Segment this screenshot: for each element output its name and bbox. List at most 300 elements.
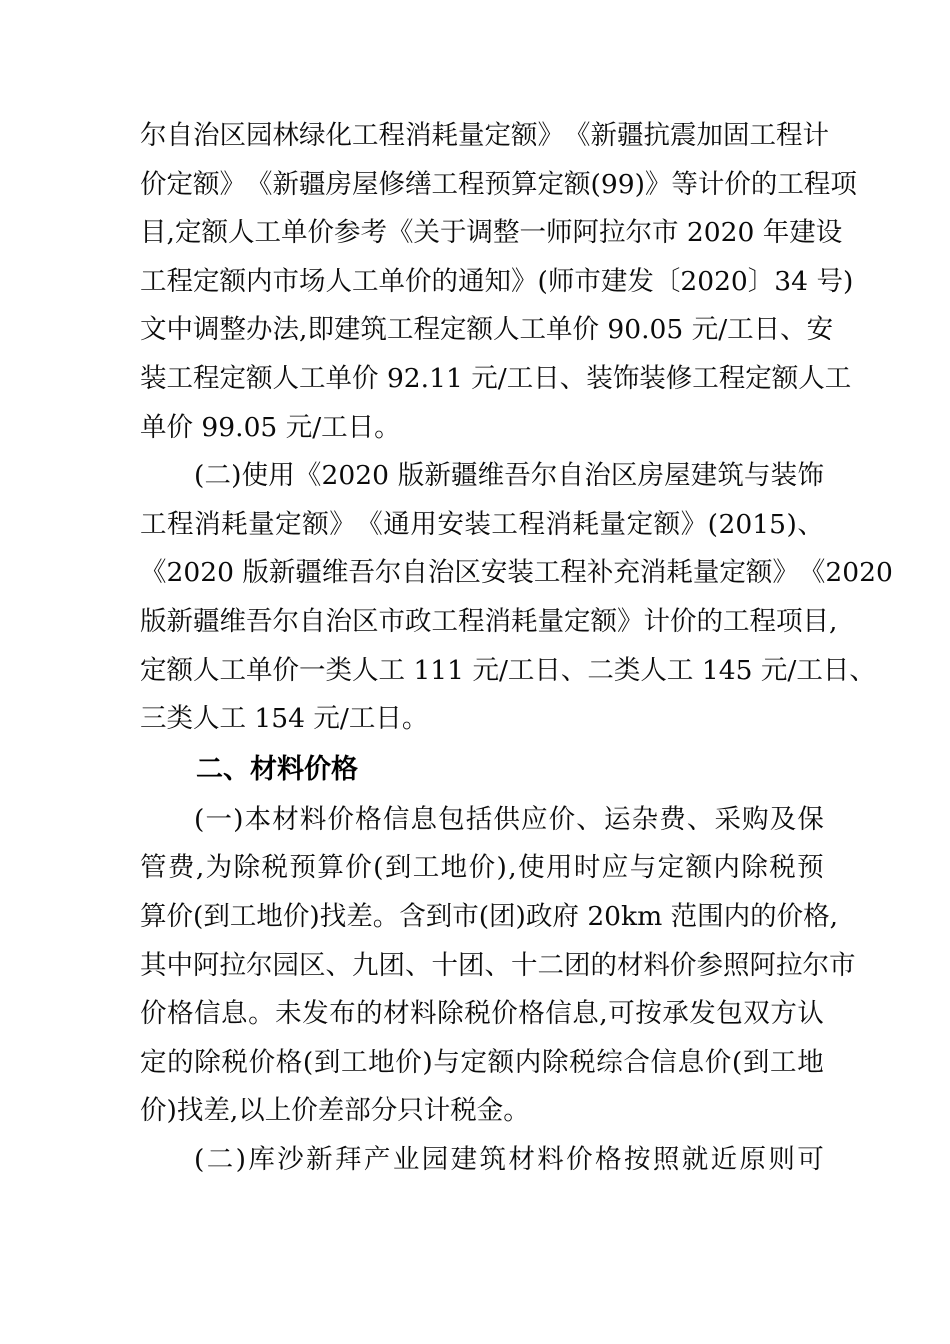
- text-segment: 安: [480, 557, 508, 589]
- text-segment: ): [515, 900, 526, 932]
- text-segment: 为: [205, 852, 233, 884]
- text-segment: 的: [750, 168, 778, 200]
- text-segment: 维: [477, 460, 505, 492]
- text-line: [140, 796, 824, 845]
- text-segment: 园: [246, 120, 273, 152]
- text-segment: 格: [518, 998, 545, 1030]
- text-segment: 包: [438, 803, 465, 835]
- text-segment: 新: [590, 120, 617, 152]
- text-segment: 饰: [612, 363, 640, 395]
- text-segment: 方: [770, 998, 797, 1030]
- text-segment: 拉: [598, 217, 626, 249]
- text-segment: ,: [166, 217, 175, 249]
- text-segment: 尔: [530, 460, 558, 492]
- text-segment: [752, 658, 760, 685]
- text-segment: 程: [518, 508, 545, 540]
- text-segment: 地: [440, 852, 468, 884]
- text-segment: 沙: [277, 1143, 304, 1175]
- text-segment: 单: [545, 314, 573, 346]
- text-segment: [379, 366, 387, 393]
- text-segment: 吾: [348, 557, 375, 589]
- text-line: [140, 161, 857, 210]
- text-segment: 计: [643, 605, 670, 637]
- text-segment: 固: [723, 120, 750, 152]
- text-segment: 补: [586, 557, 614, 589]
- text-segment: 尔: [802, 949, 829, 981]
- text-segment: 化: [325, 120, 352, 152]
- text-segment: 自: [557, 460, 585, 492]
- text-segment: 定: [166, 168, 193, 200]
- text-segment: 新: [268, 557, 296, 589]
- text-segment: 料: [410, 998, 437, 1030]
- text-segment: 费: [659, 803, 686, 835]
- text-segment: 内: [713, 852, 740, 884]
- text-segment: 耗: [666, 557, 693, 589]
- text-segment: 工: [378, 654, 405, 686]
- text-segment: 息: [677, 1046, 705, 1078]
- text-segment: 格: [355, 803, 382, 835]
- text-segment: 人: [325, 265, 352, 297]
- text-segment: 加: [696, 120, 723, 152]
- text-segment: (: [302, 1046, 314, 1078]
- text-segment: 二: [587, 654, 614, 686]
- text-segment: 额: [685, 852, 712, 884]
- text-segment: 应: [521, 803, 548, 835]
- text-segment: 未: [275, 998, 302, 1030]
- text-segment: [389, 463, 397, 490]
- text-segment: 文: [140, 314, 167, 346]
- text-segment: ): [235, 1143, 246, 1175]
- text-segment: 可: [797, 1143, 824, 1175]
- text-segment: 到: [742, 1046, 770, 1078]
- text-segment: (: [194, 460, 205, 492]
- text-segment: 发: [627, 265, 654, 297]
- text-segment: 《: [798, 557, 826, 589]
- text-segment: 工: [491, 508, 518, 540]
- text-segment: (: [194, 1143, 205, 1175]
- text-segment: 找: [319, 900, 347, 932]
- text-segment: ): [231, 460, 242, 492]
- text-segment: [754, 220, 762, 247]
- text-segment: 定: [657, 852, 685, 884]
- text-segment: 装: [586, 363, 613, 395]
- text-segment: 合: [623, 1046, 650, 1078]
- text-segment: 息: [410, 803, 437, 835]
- text-segment: 库: [248, 1143, 275, 1175]
- text-segment: 团: [489, 900, 516, 932]
- text-segment: 息: [572, 998, 599, 1030]
- text-segment: 、: [576, 803, 603, 835]
- text-segment: 调: [466, 217, 493, 249]
- text-segment: 工: [386, 314, 414, 346]
- text-segment: 维: [321, 557, 349, 589]
- text-segment: 价: [140, 998, 167, 1030]
- text-segment: 程: [718, 363, 746, 395]
- text-segment: 定: [537, 168, 564, 200]
- text-segment: 量: [458, 120, 485, 152]
- text-segment: 用: [545, 852, 573, 884]
- text-segment: 号: [816, 265, 843, 297]
- text-segment: 治: [427, 557, 455, 589]
- text-segment: 安: [437, 508, 464, 540]
- text-segment: 》: [644, 168, 672, 200]
- text-segment: 价: [345, 852, 372, 884]
- text-segment: 修: [378, 168, 405, 200]
- text-segment: 程: [458, 605, 485, 637]
- text-segment: 除: [741, 852, 768, 884]
- text-segment: 价: [566, 1143, 593, 1175]
- text-segment: 、: [559, 363, 587, 395]
- text-segment: 2020: [686, 217, 755, 249]
- text-line: [140, 209, 843, 258]
- text-segment: 除: [233, 852, 261, 884]
- text-segment: 预: [797, 852, 824, 884]
- text-segment: 20km: [587, 900, 663, 932]
- text-segment: 程: [560, 557, 587, 589]
- text-segment: 尔: [625, 217, 652, 249]
- text-segment: 业: [392, 1143, 420, 1175]
- text-line: [140, 990, 824, 1039]
- text-segment: 市: [378, 605, 405, 637]
- text-segment: 额: [771, 363, 799, 395]
- text-segment: 团: [378, 949, 405, 981]
- text-segment: 材: [272, 803, 299, 835]
- text-segment: ,: [829, 605, 838, 637]
- text-segment: 工: [166, 363, 193, 395]
- text-segment: 程: [749, 605, 776, 637]
- text-segment: 价: [140, 168, 167, 200]
- text-segment: 价: [468, 852, 496, 884]
- text-segment: 与: [744, 460, 771, 492]
- text-segment: 阿: [572, 217, 599, 249]
- text-segment: 原: [739, 1143, 766, 1175]
- text-segment: 》: [680, 508, 708, 540]
- text-segment: 新: [306, 1143, 333, 1175]
- text-segment: 工: [352, 120, 379, 152]
- text-line: [140, 844, 824, 893]
- text-segment: 尔: [246, 949, 273, 981]
- text-segment: 项: [830, 168, 857, 200]
- text-segment: 价: [405, 265, 432, 297]
- text-segment: 人: [798, 363, 825, 395]
- text-segment: 保: [797, 803, 824, 835]
- text-segment: 房: [637, 460, 664, 492]
- text-segment: 疆: [617, 120, 644, 152]
- text-segment: 税: [464, 998, 491, 1030]
- text-segment: 工: [723, 605, 750, 637]
- text-segment: 《: [246, 168, 273, 200]
- text-segment: 师: [547, 265, 575, 297]
- text-segment: 信: [382, 803, 410, 835]
- text-segment: 工: [824, 363, 852, 395]
- text-segment: 二: [206, 1143, 234, 1175]
- text-segment: 抗: [643, 120, 670, 152]
- text-segment: /: [718, 314, 728, 346]
- text-segment: 价: [327, 803, 355, 835]
- text-segment: 工: [519, 314, 546, 346]
- text-segment: 双: [743, 998, 770, 1030]
- text-segment: 区: [299, 949, 326, 981]
- text-segment: 工: [506, 363, 534, 395]
- text-segment: 格: [803, 900, 830, 932]
- text-segment: 145: [701, 654, 753, 686]
- text-segment: 算: [140, 900, 167, 932]
- text-segment: (: [373, 852, 384, 884]
- text-segment: 人: [640, 654, 667, 686]
- text-segment: 额: [590, 605, 617, 637]
- text-segment: 元: [471, 363, 498, 395]
- text-segment: 工: [431, 168, 458, 200]
- text-segment: 111: [413, 654, 465, 686]
- text-segment: [683, 317, 691, 344]
- text-segment: 额: [745, 557, 773, 589]
- text-segment: 筑: [717, 460, 744, 492]
- text-segment: 筑: [479, 1143, 506, 1175]
- text-segment: ): [496, 852, 507, 884]
- text-segment: 定: [460, 1046, 488, 1078]
- text-segment: 尔: [140, 120, 167, 152]
- text-segment: 量: [537, 605, 564, 637]
- text-segment: ): [233, 803, 244, 835]
- text-segment: 政: [405, 605, 432, 637]
- text-segment: 项: [776, 605, 803, 637]
- text-segment: 饰: [797, 460, 824, 492]
- text-segment: 价: [248, 1046, 276, 1078]
- text-segment: 师: [545, 217, 573, 249]
- text-segment: 工: [777, 168, 804, 200]
- text-segment: 消: [484, 605, 511, 637]
- text-segment: 程: [166, 265, 193, 297]
- text-segment: 安: [806, 314, 834, 346]
- text-segment: 、: [849, 654, 876, 686]
- text-segment: 《: [294, 460, 322, 492]
- text-segment: 耗: [511, 605, 538, 637]
- text-segment: ): [786, 508, 797, 540]
- text-segment: 绿: [299, 120, 326, 152]
- text-segment: 价: [352, 363, 379, 395]
- text-segment: /: [787, 654, 797, 686]
- text-segment: 量: [692, 557, 720, 589]
- text-segment: 工: [140, 508, 167, 540]
- text-segment: 价: [670, 949, 697, 981]
- text-segment: 屋: [664, 460, 691, 492]
- text-segment: 中: [166, 949, 193, 981]
- text-line: 价)找差,以上价差部分只计税金。: [140, 1095, 530, 1127]
- text-segment: 通: [458, 265, 485, 297]
- text-segment: 拉: [776, 949, 803, 981]
- text-segment: (: [590, 168, 601, 200]
- text-segment: 目: [802, 605, 829, 637]
- text-segment: 二: [204, 460, 231, 492]
- text-segment: 预: [484, 168, 511, 200]
- text-segment: 法: [272, 314, 299, 346]
- text-segment: 新: [424, 460, 451, 492]
- text-segment: 工: [431, 605, 458, 637]
- text-segment: 政: [525, 900, 553, 932]
- text-segment: 发: [302, 998, 329, 1030]
- text-segment: 到: [203, 900, 230, 932]
- text-segment: 年: [762, 217, 790, 249]
- text-segment: 92.11: [386, 363, 463, 395]
- text-segment: 价: [704, 1046, 732, 1078]
- text-segment: 消: [639, 557, 667, 589]
- text-segment: 计: [697, 168, 725, 200]
- text-segment: 工: [770, 1046, 797, 1078]
- text-segment: 90.05: [607, 314, 684, 346]
- text-segment: 额: [487, 1046, 515, 1078]
- section-heading: 二、材料价格: [196, 754, 358, 786]
- text-segment: 拜: [335, 1143, 362, 1175]
- text-segment: 程: [413, 314, 440, 346]
- text-segment: 工: [507, 654, 535, 686]
- text-segment: 于: [439, 217, 467, 249]
- text-segment: 类: [325, 654, 352, 686]
- text-segment: 充: [613, 557, 640, 589]
- text-segment: [464, 658, 472, 685]
- text-line: [140, 598, 838, 647]
- text-segment: 税: [769, 852, 796, 884]
- text-segment: 自: [401, 557, 428, 589]
- text-segment: 耗: [431, 120, 458, 152]
- text-segment: 额: [193, 168, 220, 200]
- text-segment: 建: [690, 460, 718, 492]
- text-segment: 工: [229, 900, 257, 932]
- text-segment: 与: [629, 852, 657, 884]
- text-segment: 新: [166, 605, 193, 637]
- text-segment: 程: [193, 363, 220, 395]
- text-segment: 建: [450, 1143, 478, 1175]
- text-segment: 定: [626, 508, 654, 540]
- text-segment: 区: [454, 557, 481, 589]
- document-text-body: [140, 112, 893, 1184]
- text-segment: ): [634, 168, 645, 200]
- text-segment: 认: [797, 998, 824, 1030]
- text-segment: 定: [219, 363, 246, 395]
- text-segment: 34: [774, 265, 809, 297]
- text-segment: 料: [299, 803, 327, 835]
- text-segment: 人: [227, 217, 255, 249]
- text-segment: 信: [194, 998, 221, 1030]
- text-segment: 的: [696, 605, 723, 637]
- text-segment: (: [707, 508, 718, 540]
- text-segment: 及: [769, 803, 797, 835]
- text-segment: 市: [574, 265, 601, 297]
- text-segment: 到: [425, 900, 453, 932]
- text-segment: 一: [299, 654, 326, 686]
- text-segment: 、: [325, 949, 352, 981]
- text-segment: 人: [352, 654, 379, 686]
- text-segment: 采: [714, 803, 741, 835]
- text-segment: 围: [697, 900, 724, 932]
- text-segment: 工: [140, 265, 167, 297]
- text-segment: 照: [723, 949, 750, 981]
- text-segment: 定: [275, 508, 302, 540]
- text-segment: 到: [313, 1046, 341, 1078]
- text-segment: 地: [256, 900, 283, 932]
- text-segment: /: [497, 363, 507, 395]
- text-segment: /: [498, 654, 508, 686]
- text-segment: ,: [195, 852, 205, 884]
- text-segment: 工: [340, 1046, 368, 1078]
- text-line: [140, 452, 824, 501]
- text-segment: 量: [599, 508, 627, 540]
- text-segment: 综: [596, 1046, 623, 1078]
- text-segment: 阿: [749, 949, 776, 981]
- text-segment: [405, 658, 413, 685]
- text-segment: 》: [511, 265, 538, 297]
- text-segment: 除: [541, 1046, 569, 1078]
- text-segment: 疆: [299, 168, 326, 200]
- text-segment: 《: [564, 120, 591, 152]
- text-segment: 发: [689, 998, 716, 1030]
- text-segment: 九: [352, 949, 379, 981]
- text-segment: 整: [492, 217, 520, 249]
- text-segment: 中: [166, 314, 193, 346]
- text-segment: 、: [560, 654, 588, 686]
- text-segment: 林: [272, 120, 299, 152]
- text-segment: 包: [716, 998, 743, 1030]
- text-segment: 〕: [747, 265, 775, 297]
- text-segment: 筑: [360, 314, 387, 346]
- text-segment: 内: [514, 1046, 542, 1078]
- text-segment: 价: [670, 605, 697, 637]
- text-segment: 定: [140, 654, 167, 686]
- text-segment: 格: [595, 1143, 622, 1175]
- text-segment: (: [731, 1046, 743, 1078]
- text-line: 三类人工 154 元/工日。: [140, 703, 429, 735]
- text-segment: 区: [610, 460, 638, 492]
- text-segment: 吾: [246, 605, 273, 637]
- text-segment: 区: [219, 120, 246, 152]
- text-segment: 额: [466, 314, 493, 346]
- text-segment: 价: [776, 900, 804, 932]
- text-segment: 定: [174, 217, 202, 249]
- text-segment: 内: [723, 900, 751, 932]
- text-segment: 元: [691, 314, 719, 346]
- text-segment: 2020: [680, 265, 748, 297]
- text-segment: 2020: [321, 460, 389, 492]
- text-segment: 》: [772, 557, 799, 589]
- text-segment: 可: [608, 998, 635, 1030]
- text-segment: 区: [352, 605, 379, 637]
- text-segment: 购: [742, 803, 769, 835]
- text-segment: 通: [383, 508, 410, 540]
- text-segment: 工: [796, 654, 823, 686]
- text-segment: 价: [307, 217, 334, 249]
- text-segment: 市: [651, 217, 679, 249]
- text-segment: 额: [564, 168, 591, 200]
- text-segment: 承: [662, 998, 689, 1030]
- text-segment: 园: [272, 949, 299, 981]
- text-segment: 差: [346, 900, 373, 932]
- text-segment: 含: [399, 900, 426, 932]
- text-segment: 考: [360, 217, 387, 249]
- text-segment: 管: [140, 852, 167, 884]
- text-segment: 的: [431, 265, 458, 297]
- text-segment: 治: [584, 460, 611, 492]
- text-segment: 耗: [221, 508, 248, 540]
- text-segment: 价: [548, 803, 576, 835]
- text-segment: 建: [333, 314, 361, 346]
- text-segment: 疆: [450, 460, 478, 492]
- text-line: 单价 99.05 元/工日。: [140, 411, 401, 443]
- text-line: [140, 112, 829, 161]
- text-segment: 与: [433, 1046, 460, 1078]
- text-segment: 算: [511, 168, 538, 200]
- text-segment: 工: [727, 314, 754, 346]
- text-segment: 十: [511, 949, 538, 981]
- text-segment: 》: [329, 508, 356, 540]
